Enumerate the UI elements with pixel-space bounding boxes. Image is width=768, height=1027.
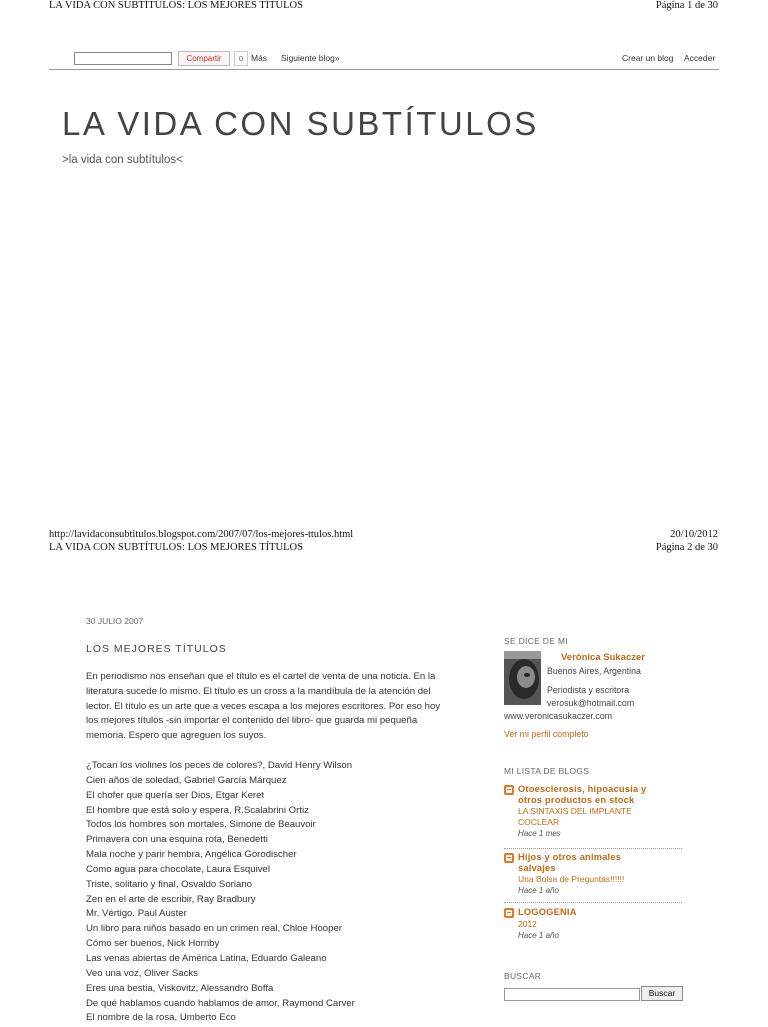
- blog-description: >la vida con subtítulos<: [62, 154, 183, 166]
- book-item: Cómo ser buenos, Nick Hornby: [86, 938, 220, 950]
- blog-item-post[interactable]: [518, 806, 632, 828]
- book-item: Todos los hombres son mortales, Simone de Beauvoir: [86, 819, 316, 831]
- blogger-icon: [504, 853, 514, 863]
- blog-item-post[interactable]: Una Bolsa de Preguntas!!!!!!: [518, 874, 625, 884]
- blog-title-line[interactable]: otros productos en stock: [518, 795, 635, 805]
- blog-list-heading: MI LISTA DE BLOGS: [504, 766, 590, 776]
- book-item: Las venas abiertas de América Latina, Eduardo Galeano: [86, 952, 327, 964]
- blog-title-line[interactable]: Hijos y otros animales: [518, 852, 622, 862]
- intro-line: En periodismo nos enseñan que el título es el cartel de venta de una noticia. En la: [86, 671, 436, 682]
- blog-item-title[interactable]: [518, 784, 646, 806]
- navbar-search-input[interactable]: [74, 52, 172, 65]
- post-intro: [86, 670, 486, 744]
- page2-page-number: Página 2 de 30: [655, 542, 718, 553]
- share-button[interactable]: Compartir: [178, 51, 230, 66]
- page1-footer-date: 20/10/2012: [670, 529, 718, 540]
- book-item: Mr. Vértigo. Paul Auster: [86, 908, 187, 920]
- navbar-divider: [49, 69, 719, 70]
- profile-email: verosuk@hotmail.com: [547, 698, 635, 708]
- blog-post-line[interactable]: COCLEAR: [518, 817, 560, 827]
- book-item: El nombre de la rosa, Umberto Eco: [86, 1012, 236, 1024]
- blog-list-divider: [504, 902, 682, 903]
- profile-occupation: Periodista y escritora: [547, 685, 630, 695]
- blog-list-item: [504, 907, 684, 943]
- blog-item-ago: Hace 1 año: [518, 931, 559, 940]
- page1-footer-url: http://lavidaconsubtitulos.blogspot.com/2007/07/los-mejores-ttulos.html: [49, 529, 354, 540]
- blog-post-line[interactable]: LA SINTAXIS DEL IMPLANTE: [518, 806, 632, 816]
- book-item: Cien años de soledad, Gabriel García Márquez: [86, 774, 287, 786]
- book-item: ¿Tocan los violines los peces de colores?, David Henry Wilson: [86, 760, 353, 771]
- book-item: Triste, solitario y final, Osvaldo Soriano: [86, 878, 253, 890]
- book-item: Veo una voz, Oliver Sacks: [86, 967, 198, 979]
- blogger-icon: [504, 785, 514, 795]
- create-blog-link[interactable]: Crear un blog: [622, 53, 674, 63]
- page1-header-title: LA VIDA CON SUBTÍTULOS: LOS MEJORES TÍTULOS: [49, 0, 303, 11]
- login-link[interactable]: Acceder: [684, 53, 716, 63]
- blog-item-title[interactable]: LOGOGENIA: [518, 907, 577, 917]
- blogger-icon: [504, 908, 514, 918]
- blog-list-divider: [504, 848, 682, 849]
- blog-item-ago: Hace 1 año: [518, 886, 559, 895]
- next-blog-link[interactable]: Siguiente blog»: [281, 53, 340, 63]
- book-item: De qué hablamos cuando hablamos de amor, Raymond Carver: [86, 997, 355, 1009]
- page1-page-number: Página 1 de 30: [655, 0, 718, 11]
- book-item: El hombre que está solo y espera, R.Scalabrini Ortiz: [86, 804, 309, 816]
- book-list: [86, 760, 486, 1027]
- avatar-photo-icon: [504, 651, 541, 705]
- more-link[interactable]: Más: [251, 53, 268, 63]
- search-heading: BUSCAR: [504, 971, 542, 981]
- intro-line: literatura sucede lo mismo. El título es un cross a la mandíbula de la atención del: [86, 685, 431, 697]
- search-input[interactable]: [504, 988, 640, 1001]
- book-item: Mala noche y parir hembra, Angélica Gorodischer: [86, 849, 297, 861]
- book-item: El chofer que quería ser Dios, Etgar Keret: [86, 789, 265, 801]
- intro-line: lector. El título es un arte que a veces escapa a los mejores escritores. Por eso hoy: [86, 700, 441, 712]
- profile-name[interactable]: Verónica Sukaczer: [561, 652, 645, 663]
- page2-header-title: LA VIDA CON SUBTÍTULOS: LOS MEJORES TÍTULOS: [49, 542, 303, 553]
- share-count: 0: [234, 51, 248, 66]
- book-item: Un libro para niños basado en un crimen real, Chloe Hooper: [86, 923, 342, 935]
- blog-list-item: [504, 784, 684, 848]
- book-item: Primavera con una esquina rota, Benedetti: [86, 834, 268, 846]
- blogger-navbar: [49, 48, 719, 70]
- blog-item-post[interactable]: 2012: [518, 919, 537, 929]
- book-item: Como agua para chocolate, Laura Esquivel: [86, 863, 270, 875]
- book-item: Zen en el arte de escribir, Ray Bradbury: [86, 893, 256, 905]
- blog-list-item: [504, 852, 684, 898]
- intro-line: los mejores títulos -sin importar el contenido del libro- que guarda mi pequeña: [86, 715, 418, 727]
- full-profile-link[interactable]: Ver mi perfil completo: [504, 729, 589, 739]
- blog-item-title[interactable]: [518, 852, 621, 874]
- blog-item-ago: Hace 1 mes: [518, 829, 561, 838]
- blog-title[interactable]: LA VIDA CON SUBTÍTULOS: [62, 105, 539, 142]
- post-title[interactable]: LOS MEJORES TÍTULOS: [86, 643, 227, 655]
- book-item: Eres una bestia, Viskovitz, Alessandro Boffa: [86, 982, 274, 994]
- blog-title-line[interactable]: Otoesclerosis, hipoacusia y: [518, 784, 647, 794]
- profile-location: Buenos Aires, Argentina: [547, 666, 641, 676]
- blog-title-line[interactable]: salvajes: [518, 863, 556, 873]
- about-heading: SE DICE DE MI: [504, 636, 568, 646]
- post-date: 30 JULIO 2007: [86, 616, 144, 626]
- profile-website: www.veronicasukaczer.com: [504, 711, 613, 721]
- search-button[interactable]: Buscar: [641, 986, 683, 1001]
- intro-line: memoria. Espero que agreguen los suyos.: [86, 730, 267, 742]
- profile-avatar[interactable]: [504, 651, 541, 705]
